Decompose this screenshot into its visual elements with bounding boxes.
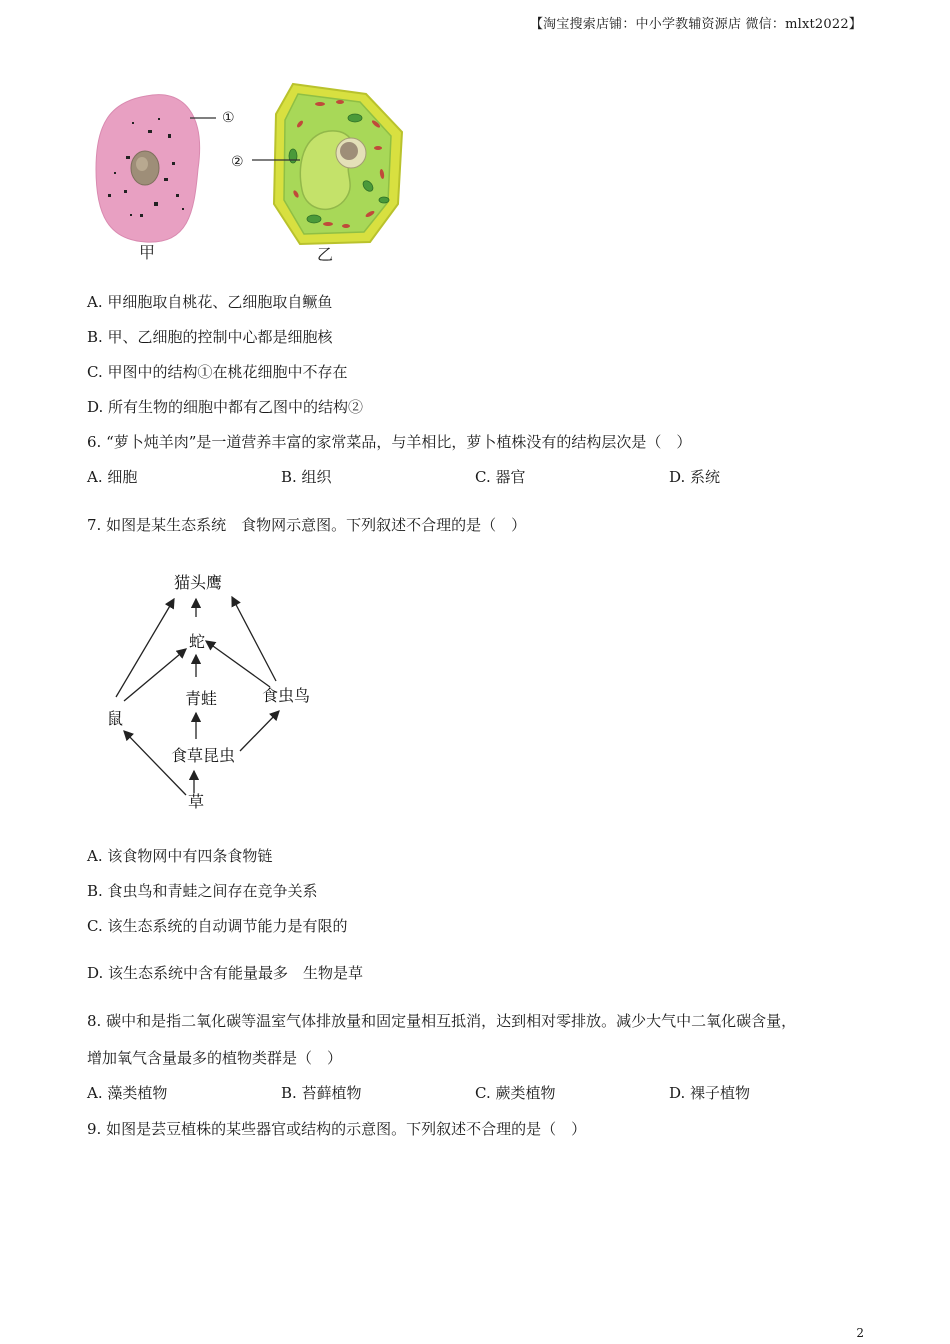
q9-stem: 9. 如图是芸豆植株的某些器官或结构的示意图。下列叙述不合理的是（ ）: [87, 1120, 587, 1138]
arrow-mouse-snake: [124, 649, 186, 701]
q6-option-c: C. 器官: [475, 468, 526, 486]
q8-option-c: C. 蕨类植物: [475, 1084, 556, 1102]
arrow-mouse-owl: [116, 599, 174, 697]
node-frog: 青蛙: [184, 689, 218, 708]
q6-option-d: D. 系统: [669, 468, 721, 486]
q5-option-b: B. 甲、乙细胞的控制中心都是细胞核: [87, 328, 333, 346]
q7-option-c: C. 该生态系统的自动调节能力是有限的: [87, 917, 348, 935]
q6-option-b: B. 组织: [281, 468, 332, 486]
marker-2: ②: [231, 154, 244, 170]
node-mouse: 鼠: [106, 709, 124, 728]
node-snake: 蛇: [188, 632, 206, 651]
node-bird: 食虫鸟: [261, 686, 311, 705]
node-insect: 食草昆虫: [170, 746, 236, 765]
q8-option-a: A. 藻类植物: [87, 1084, 168, 1102]
node-grass: 草: [187, 792, 205, 811]
q7-stem: 7. 如图是某生态系统 食物网示意图。下列叙述不合理的是（ ）: [87, 516, 527, 534]
q6-option-a: A. 细胞: [87, 468, 138, 486]
q8-stem-line2: 增加氧气含量最多的植物类群是（ ）: [87, 1049, 343, 1067]
cell-figure: [88, 74, 418, 266]
food-web-diagram: [100, 565, 330, 815]
animal-cell-jia: [96, 95, 216, 243]
q8-stem-line1: 8. 碳中和是指二氧化碳等温室气体排放量和固定量相互抵消，达到相对零排放。减少大气中二氧化碳含量，: [87, 1012, 797, 1030]
q8-option-b: B. 苔藓植物: [281, 1084, 362, 1102]
plant-cell-yi: [252, 84, 402, 244]
q7-option-a: A. 该食物网中有四条食物链: [87, 847, 273, 865]
marker-1: ①: [222, 110, 235, 126]
arrow-bird-snake: [206, 641, 270, 687]
q7-option-d: D. 该生态系统中含有能量最多 生物是草: [87, 964, 364, 982]
label-jia: 甲: [139, 243, 156, 262]
node-owl: 猫头鹰: [173, 573, 223, 592]
label-yi: 乙: [317, 245, 334, 264]
q5-option-c: C. 甲图中的结构①在桃花细胞中不存在: [87, 363, 348, 381]
q5-option-a: A. 甲细胞取自桃花、乙细胞取自鳜鱼: [87, 293, 333, 311]
page-number: 2: [856, 1326, 864, 1340]
arrow-insect-bird: [240, 711, 279, 751]
q8-option-d: D. 裸子植物: [669, 1084, 751, 1102]
q7-option-b: B. 食虫鸟和青蛙之间存在竞争关系: [87, 882, 318, 900]
q5-option-d: D. 所有生物的细胞中都有乙图中的结构②: [87, 398, 364, 416]
page-header: 【淘宝搜索店铺：中小学教辅资源店 微信：mlxt2022】: [529, 17, 862, 32]
q6-stem: 6. “萝卜炖羊肉”是一道营养丰富的家常菜品，与羊相比，萝卜植株没有的结构层次是（ ）: [87, 433, 692, 451]
arrow-bird-owl: [232, 597, 276, 681]
